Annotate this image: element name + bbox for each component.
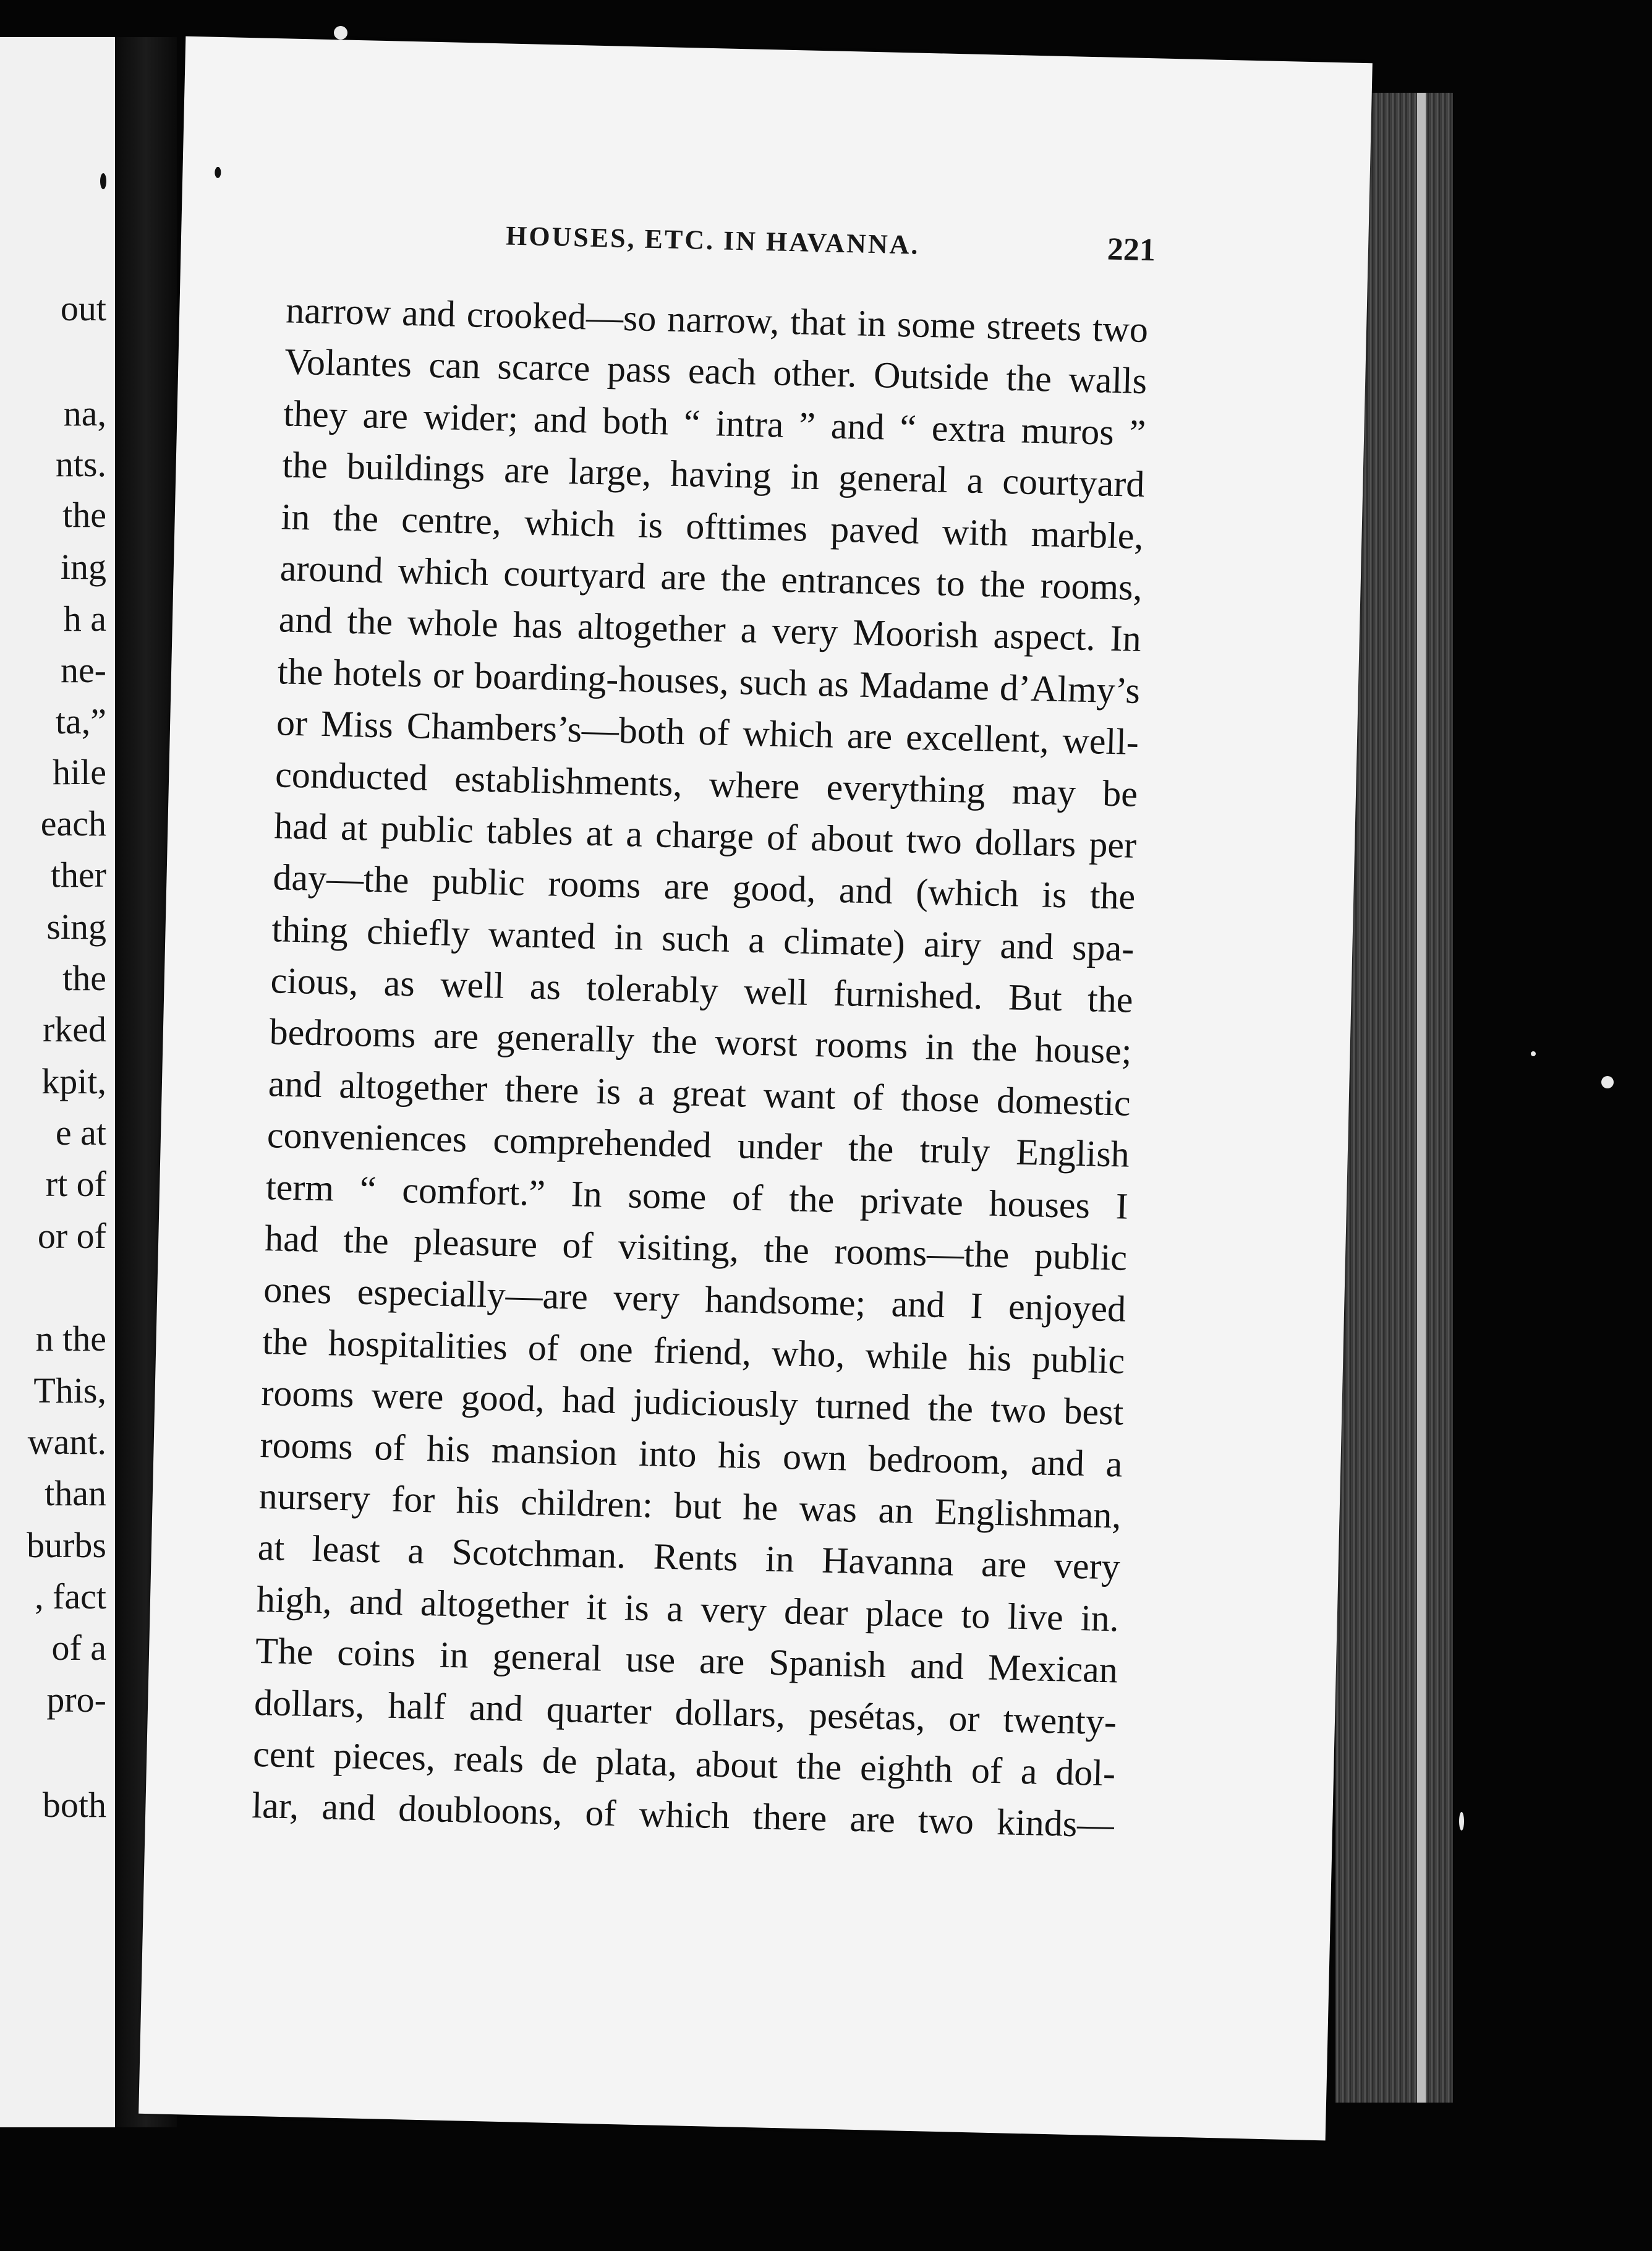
left-page-fragment: n the xyxy=(35,1318,106,1359)
dust-speck xyxy=(334,26,347,40)
left-page-fragment: than xyxy=(45,1473,106,1513)
text-line: high, and altogether it is a very dear place to live in. xyxy=(256,1578,1120,1639)
left-page-fragment: h a xyxy=(63,599,106,639)
text-line: conducted establishments, where everything may be xyxy=(275,753,1138,814)
ink-speck xyxy=(215,167,221,178)
text-line: lar, and doubloons, of which there are two kinds— xyxy=(251,1785,1115,1845)
left-page-fragment: or of xyxy=(37,1216,106,1256)
text-line: cious, as well as tolerably well furnished. But the xyxy=(270,960,1134,1020)
text-line: Volantes can scarce pass each other. Outside the walls xyxy=(284,341,1147,402)
left-facing-page xyxy=(0,37,115,2127)
left-page-fragment: ta,” xyxy=(55,701,106,741)
left-page-fragment: the xyxy=(62,958,106,998)
book-page xyxy=(138,36,1373,2141)
left-page-fragment: This, xyxy=(33,1370,106,1411)
left-page-fragment: burbs xyxy=(27,1525,106,1565)
text-line: term “ comfort.” In some of the private houses I xyxy=(265,1166,1129,1227)
left-page-fragment: na, xyxy=(63,393,106,434)
text-line: dollars, half and quarter dollars, pesétas, or twenty- xyxy=(253,1681,1117,1743)
left-page-fragment: kpit, xyxy=(41,1061,106,1101)
text-line: cent pieces, reals de plata, about the eighth of a dol- xyxy=(252,1733,1116,1794)
page-number: 221 xyxy=(1107,231,1156,268)
dust-speck xyxy=(1531,1051,1536,1056)
text-line: day—the public rooms are good, and (which is the xyxy=(272,856,1136,918)
text-line: and altogether there is a great want of those domestic xyxy=(268,1062,1131,1124)
left-page-fragment: ne- xyxy=(60,650,106,690)
text-line: and the whole has altogether a very Moorish aspect. In xyxy=(278,599,1142,660)
left-page-fragment: the xyxy=(62,495,106,535)
left-page-fragment: e at xyxy=(55,1113,106,1153)
text-line: they are wider; and both “ intra ” and “ extra muros ” xyxy=(283,393,1146,453)
left-page-fragment: nts. xyxy=(55,444,106,484)
ink-speck xyxy=(100,173,106,189)
left-page-fragment: ing xyxy=(60,547,106,587)
left-page-fragment: hile xyxy=(53,752,106,792)
left-page-fragment: want. xyxy=(27,1422,106,1462)
text-line: thing chiefly wanted in such a climate) airy and spa- xyxy=(271,908,1135,969)
text-line: narrow and crooked—so narrow, that in some streets two xyxy=(285,289,1149,351)
text-line: bedrooms are generally the worst rooms in the house; xyxy=(269,1011,1133,1072)
text-line: had the pleasure of visiting, the rooms—the public xyxy=(264,1218,1128,1278)
left-page-fragment: rt of xyxy=(45,1164,106,1204)
left-page-fragment: rked xyxy=(42,1009,106,1049)
dust-speck xyxy=(1601,1076,1614,1088)
text-line: the hotels or boarding-houses, such as Madame d’Almy’s xyxy=(277,651,1141,711)
text-line: or Miss Chambers’s—both of which are excellent, well- xyxy=(276,702,1139,763)
body-text xyxy=(252,284,1149,1851)
page-edge-highlight xyxy=(1417,93,1426,2103)
text-line: the hospitalities of one friend, who, while his public xyxy=(262,1320,1125,1382)
left-page-fragment: of a xyxy=(51,1628,106,1668)
text-line: The coins in general use are Spanish and Mexican xyxy=(255,1630,1118,1691)
text-line: in the centre, which is ofttimes paved with marble, xyxy=(281,495,1144,557)
text-line: conveniences comprehended under the truly English xyxy=(266,1114,1130,1175)
left-page-fragment: sing xyxy=(46,907,106,947)
text-line: nursery for his children: but he was an Englishman, xyxy=(258,1475,1122,1536)
text-line: the buildings are large, having in general a courtyard xyxy=(281,444,1146,505)
left-page-fragment: out xyxy=(60,288,106,328)
left-page-fragment: both xyxy=(42,1785,106,1825)
text-line: rooms were good, had judiciously turned the two best xyxy=(260,1372,1125,1433)
text-line: ones especially—are very handsome; and I enjoyed xyxy=(263,1269,1126,1330)
running-head: HOUSES, ETC. IN HAVANNA. xyxy=(505,220,920,260)
left-page-fragment: pro- xyxy=(46,1680,106,1720)
dust-speck xyxy=(1459,1812,1464,1830)
left-page-fragment: each xyxy=(40,803,106,844)
text-line: had at public tables at a charge of about two dollars per xyxy=(273,805,1137,866)
left-page-fragment: ther xyxy=(50,855,106,895)
text-line: around which courtyard are the entrances to the rooms, xyxy=(279,547,1143,608)
text-line: rooms of his mansion into his own bedroom, and a xyxy=(259,1424,1123,1485)
left-page-fragment: , fact xyxy=(35,1576,106,1617)
text-line: at least a Scotchman. Rents in Havanna are very xyxy=(257,1527,1121,1587)
